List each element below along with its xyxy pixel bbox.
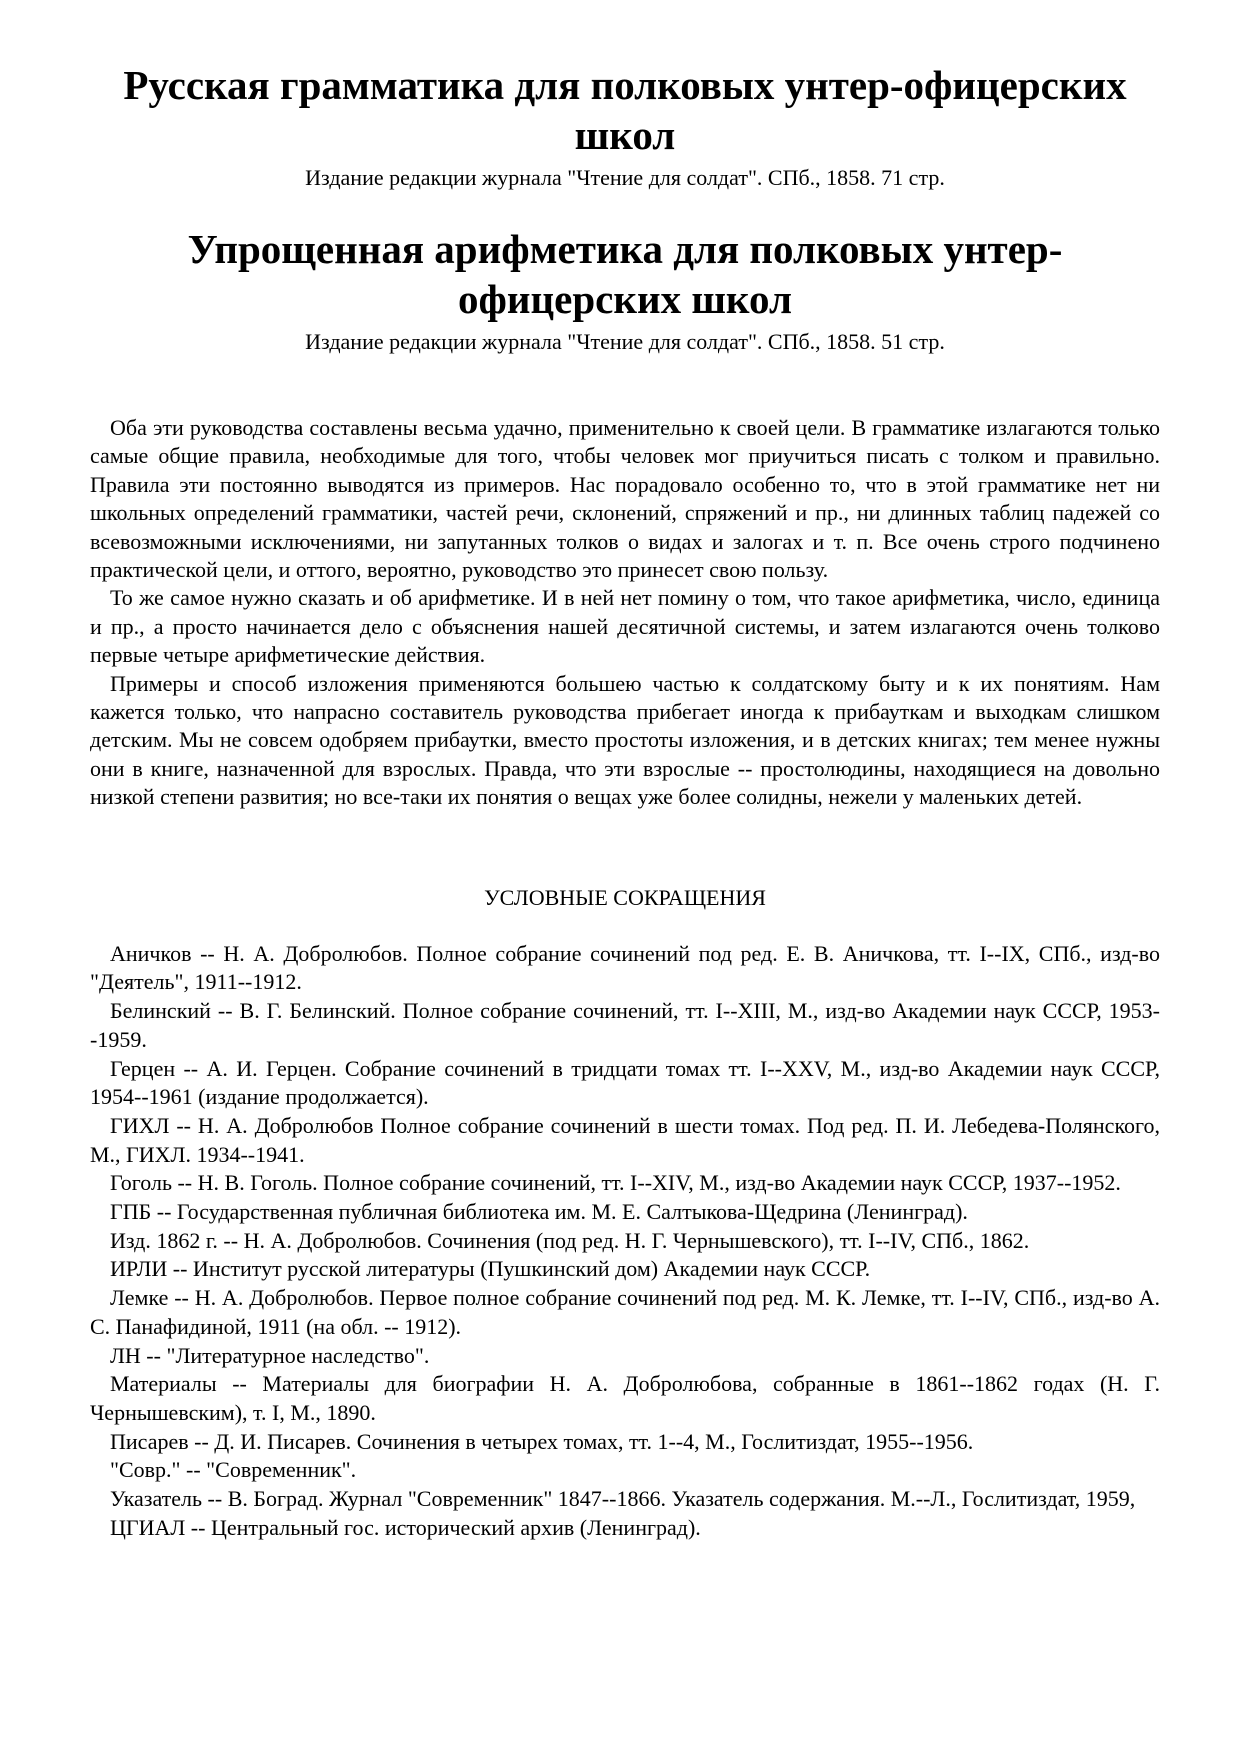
abbreviation-item: ГИХЛ -- Н. А. Добролюбов Полное собрание сочинений в шести томах. Под ред. П. И. Лебедева-Полянского, М., ГИХЛ. 1934--1941. bbox=[90, 1112, 1160, 1167]
abbreviation-item: Изд. 1862 г. -- Н. А. Добролюбов. Сочинения (под ред. Н. Г. Чернышевского), тт. I--IV, СПб., 1862. bbox=[110, 1227, 1030, 1253]
abbreviation-item: Белинский -- В. Г. Белинский. Полное собрание сочинений, тт. I--XIII, М., изд-во Академии наук СССР, 1953--1959. bbox=[90, 998, 1160, 1052]
abbreviations-list bbox=[90, 940, 1160, 1543]
review-paragraph: Оба эти руководства составлены весьма удачно, применительно к своей цели. В грамматике излагаются только самые общие правила, необходимые для того, чтобы человек мог приучиться писать с толком и правильно. Правила эти постоянно выводятся из примеров. Нас порадовало особенно то, что в этой грамматике нет ни школьных определений грамматики, частей речи, склонений, спряжений и пр., ни длинных таблиц падежей со всевозможными исключениями, ни запутанных толков о видах и залогах и т. п. Все очень строго подчинено практической цели, и оттого, вероятно, руководство это принесет свою пользу. bbox=[90, 415, 1160, 583]
abbreviation-item: Аничков -- Н. А. Добролюбов. Полное собрание сочинений под ред. Е. В. Аничкова, тт. I--IX, СПб., изд-во "Деятель", 1911--1912. bbox=[90, 940, 1160, 995]
abbreviation-item: Лемке -- Н. А. Добролюбов. Первое полное собрание сочинений под ред. М. К. Лемке, тт. I--IV, СПб., изд-во А. С. Панафидиной, 1911 (на обл. -- 1912). bbox=[90, 1285, 1160, 1339]
abbreviation-item: Гоголь -- Н. В. Гоголь. Полное собрание сочинений, тт. I--XIV, М., изд-во Академии наук СССР, 1937--1952. bbox=[110, 1170, 1121, 1196]
abbreviation-item: ИРЛИ -- Институт русской литературы (Пушкинский дом) Академии наук СССР. bbox=[110, 1256, 871, 1282]
abbreviation-item: "Совр." -- "Современник". bbox=[110, 1457, 357, 1483]
book-imprint: Издание редакции журнала "Чтение для солдат". СПб., 1858. 51 стр. bbox=[305, 329, 945, 354]
abbreviation-item: Материалы -- Материалы для биографии Н. А. Добролюбова, собранные в 1861--1862 годах (Н. Г. Чернышевским), т. I, М., 1890. bbox=[90, 1371, 1160, 1425]
review-text bbox=[90, 414, 1160, 812]
abbreviation-item: ЦГИАЛ -- Центральный гос. исторический архив (Ленинград). bbox=[110, 1514, 701, 1540]
abbreviation-item: Указатель -- В. Боград. Журнал "Современник" 1847--1866. Указатель содержания. М.--Л., Гослитиздат, 1959, bbox=[110, 1486, 1136, 1512]
book-imprint: Издание редакции журнала "Чтение для солдат". СПб., 1858. 71 стр. bbox=[305, 165, 945, 190]
review-paragraph: Примеры и способ изложения применяются большею частью к солдатскому быту и к их понятиям. Нам кажется только, что напрасно составитель руководства прибегает иногда к прибауткам и выходкам слишком детским. Мы не совсем одобряем прибаутки, вместо простоты изложения, и в детских книгах; тем менее нужны они в книге, назначенной для взрослых. Правда, что эти взрослые -- простолюдины, находящиеся на довольно низкой степени развития; но все-таки их понятия о вещах уже более солидны, нежели у маленьких детей. bbox=[90, 670, 1160, 810]
abbreviation-item: Писарев -- Д. И. Писарев. Сочинения в четырех томах, тт. 1--4, М., Гослитиздат, 1955--1956. bbox=[110, 1428, 974, 1454]
abbreviation-item: Герцен -- А. И. Герцен. Собрание сочинений в тридцати томах тт. I--XXV, М., изд-во Академии наук СССР, 1954--1961 (издание продолжается). bbox=[90, 1055, 1160, 1110]
abbreviation-item: ГПБ -- Государственная публичная библиотека им. М. Е. Салтыкова-Щедрина (Ленинград). bbox=[110, 1199, 968, 1225]
document-page bbox=[90, 60, 1160, 1542]
book-title: Упрощенная арифметика для полковых унтер-офицерских школ bbox=[187, 226, 1063, 322]
abbreviations-heading: УСЛОВНЫЕ СОКРАЩЕНИЯ bbox=[484, 884, 766, 910]
book-entry-arithmetic bbox=[90, 224, 1160, 356]
book-entry-grammar bbox=[90, 60, 1160, 192]
book-title: Русская грамматика для полковых унтер-офицерских школ bbox=[123, 62, 1127, 158]
review-paragraph: То же самое нужно сказать и об арифметике. И в ней нет помину о том, что такое арифметика, число, единица и пр., а просто начинается дело с объяснения нашей десятичной системы, и затем излагаются очень толково первые четыре арифметические действия. bbox=[90, 585, 1160, 668]
abbreviation-item: ЛН -- "Литературное наследство". bbox=[110, 1342, 430, 1368]
